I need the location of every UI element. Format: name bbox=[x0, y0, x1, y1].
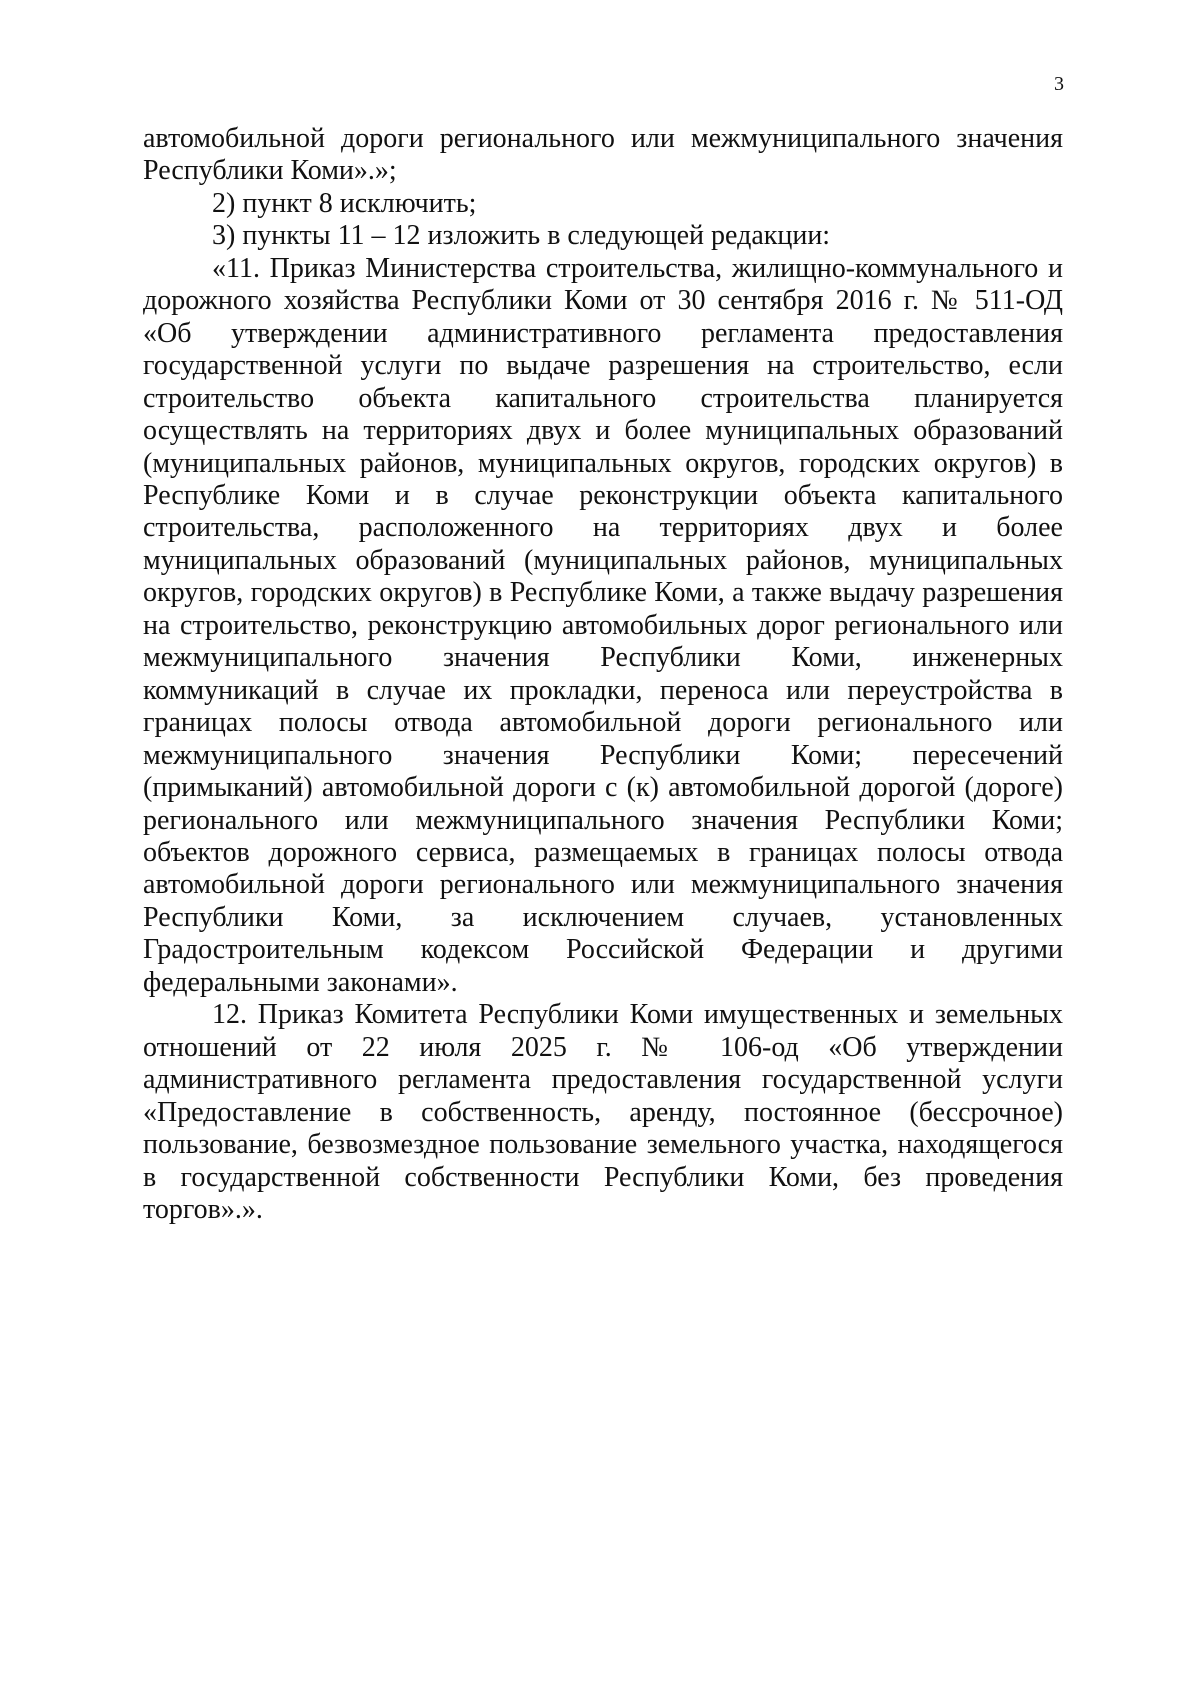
document-body bbox=[143, 123, 1063, 1226]
paragraph-item-3: 3) пункты 11 – 12 изложить в следующей редакции: bbox=[212, 220, 831, 252]
paragraph-clause-12: 12. Приказ Комитета Республики Коми имущественных и земельных отношений от 22 июля 2025 г. № 106-од «Об утверждении административного регламента предоставления государственной услуги «Предоставление в собственность, аренду, постоянное (бессрочное) пользование, безвозмездное пользование земельного участка, находящегося в государственной собственности Республики Коми, без проведения торгов».». bbox=[143, 999, 1063, 1225]
paragraph-item-2: 2) пункт 8 исключить; bbox=[212, 187, 477, 219]
paragraph-clause-11: «11. Приказ Министерства строительства, жилищно-коммунального и дорожного хозяйства Республики Коми от 30 сентября 2016 г. № 511-ОД «Об утверждении административного регламента предоставления государственной услуги по выдаче разрешения на строительство, если строительство объекта капитального строительства планируется осуществлять на территориях двух и более муниципальных образований (муниципальных районов, муниципальных округов, городских округов) в Республике Коми и в случае реконструкции объекта капитального строительства, расположенного на территориях двух и более муниципальных образований (муниципальных районов, муниципальных округов, городских округов) в Республике Коми, а также выдачу разрешения на строительство, реконструкцию автомобильных дорог регионального или межмуниципального значения Республики Коми, инженерных коммуникаций в случае их прокладки, переноса или переустройства в границах полосы отвода автомобильной дороги регионального или межмуниципального значения Республики Коми; пересечений (примыканий) автомобильной дороги с (к) автомобильной дорогой (дороге) регионального или межмуниципального значения Республики Коми; объектов дорожного сервиса, размещаемых в границах полосы отвода автомобильной дороги регионального или межмуниципального значения Республики Коми, за исключением случаев, установленных Градостроительным кодексом Российской Федерации и другими федеральными законами». bbox=[143, 252, 1063, 998]
page-number: 3 bbox=[1054, 73, 1064, 95]
paragraph-continuation: автомобильной дороги регионального или межмуниципального значения Республики Коми».»; bbox=[143, 123, 1063, 187]
